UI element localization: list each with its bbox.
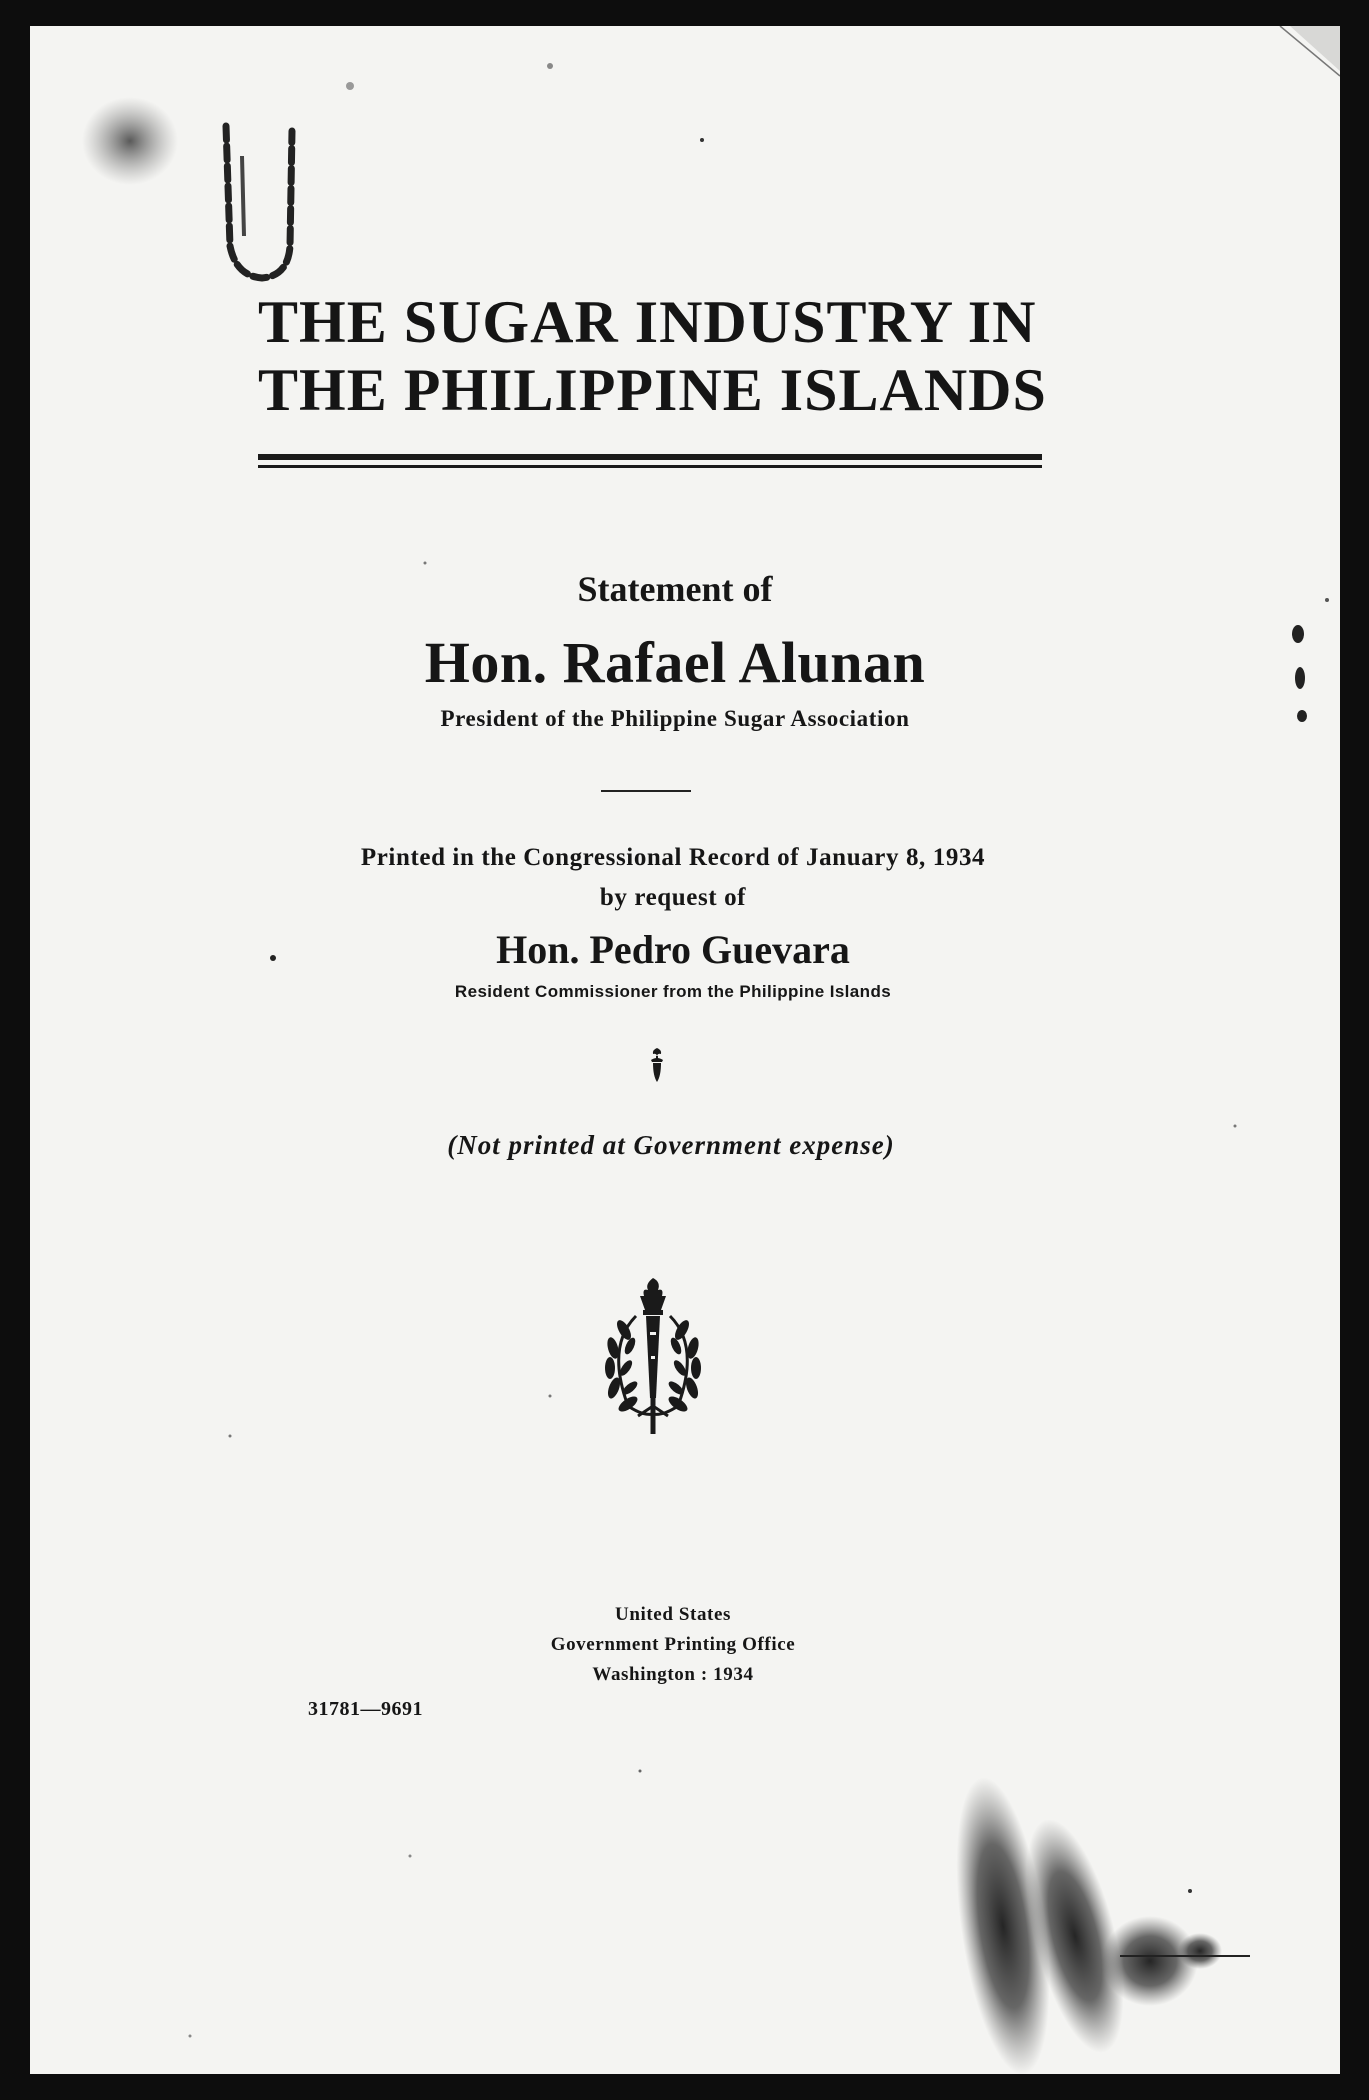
title-line-1: THE SUGAR INDUSTRY IN (258, 289, 1037, 355)
title-rule-thick (258, 454, 1042, 460)
document-page (30, 26, 1340, 2074)
imprint-place-date: Washington : 1934 (592, 1664, 754, 1685)
title-rule-thin (258, 465, 1042, 468)
document-title (258, 288, 1070, 424)
speaker-name: Hon. Rafael Alunan (424, 630, 926, 695)
job-number: 31781—9691 (308, 1698, 423, 1720)
requester-role: Resident Commissioner from the Philippine Islands (454, 982, 892, 1001)
imprint-country: United States (615, 1604, 731, 1625)
printed-in-record: Printed in the Congressional Record of January 8, 1934 (360, 844, 986, 871)
section-divider (601, 790, 691, 792)
acorn-fleuron-icon (645, 1046, 669, 1086)
torch-wreath-emblem-icon (598, 1276, 708, 1436)
title-line-2: THE PHILIPPINE ISLANDS (258, 357, 1047, 423)
statement-of-label: Statement of (577, 569, 773, 609)
not-printed-note: (Not printed at Government expense) (447, 1130, 895, 1160)
requester-name: Hon. Pedro Guevara (496, 927, 850, 972)
imprint-office: Government Printing Office (550, 1634, 796, 1655)
by-request-label: by request of (599, 884, 747, 911)
speaker-role: President of the Philippine Sugar Association (440, 706, 910, 731)
